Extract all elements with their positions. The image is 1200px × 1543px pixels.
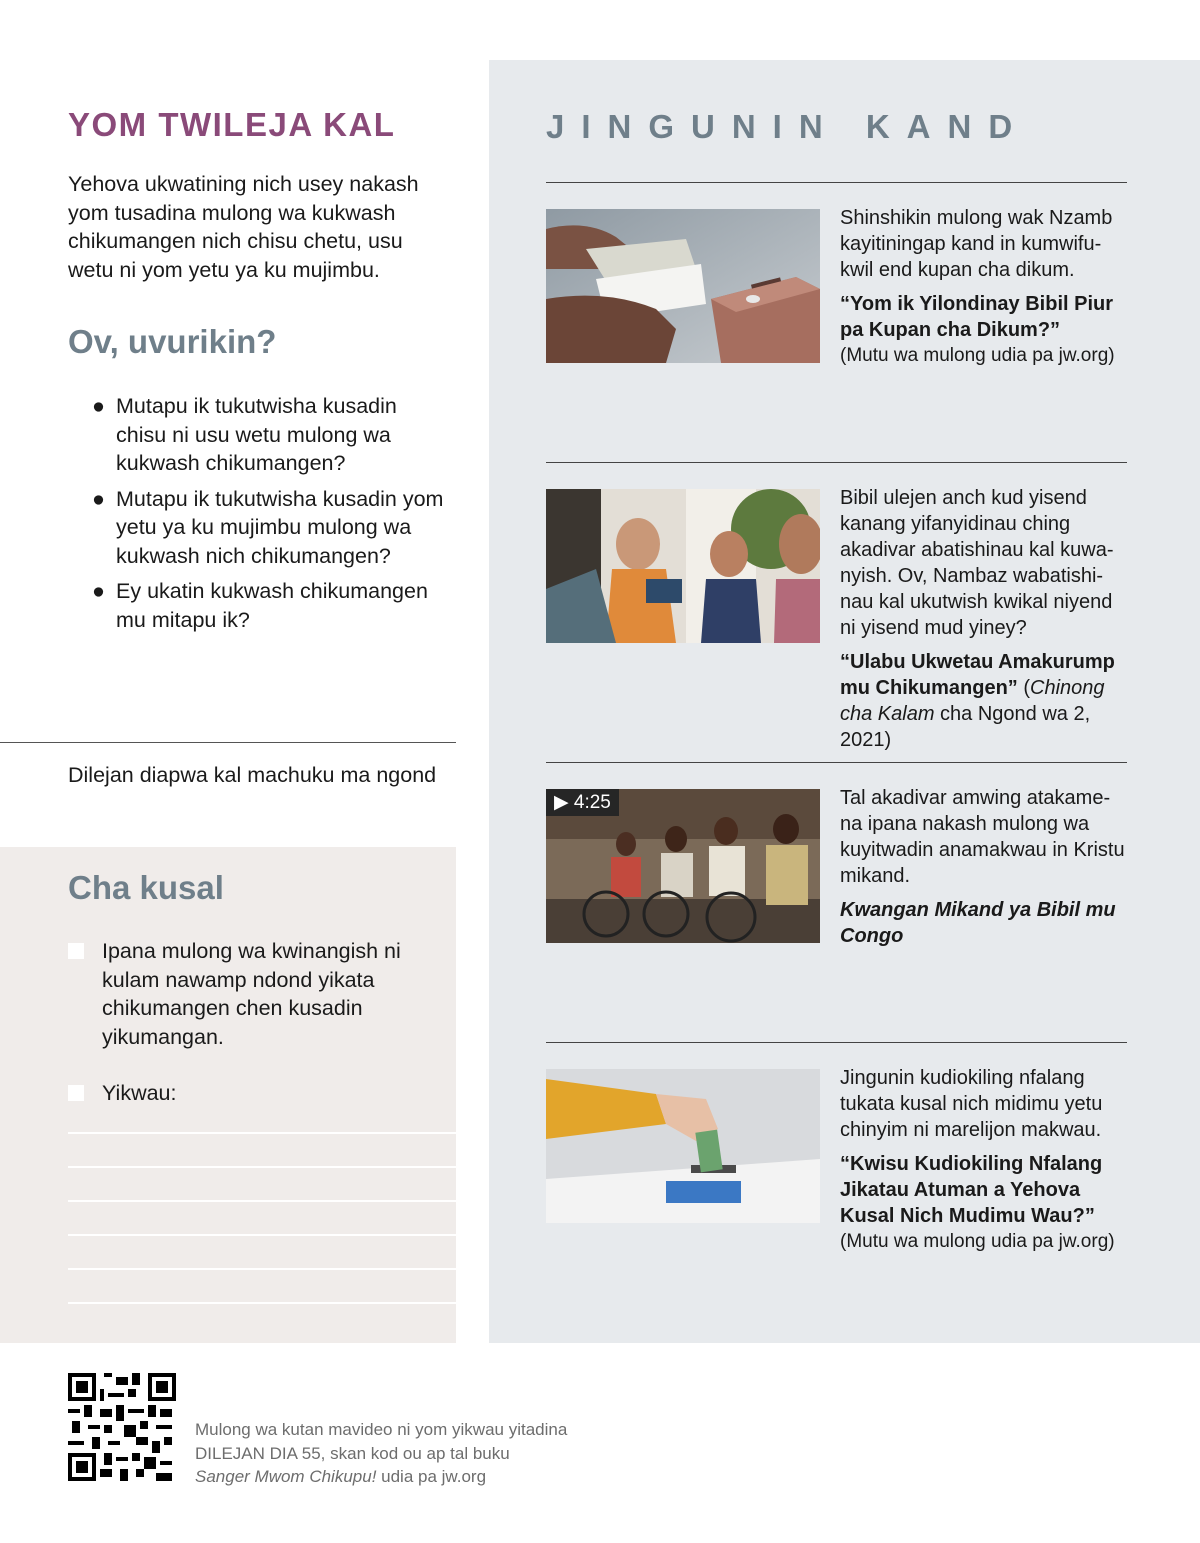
checkbox[interactable] — [68, 1085, 84, 1101]
entry-text — [840, 205, 1130, 369]
divider — [0, 742, 456, 743]
learn-more-title: JINGUNIN KAND — [546, 108, 1030, 145]
list-item: ● Ey ukatin kukwash chikumangen mu mitapu ik? — [92, 579, 428, 632]
write-line[interactable] — [68, 1268, 456, 1270]
write-line[interactable] — [68, 1200, 456, 1202]
entry-reference[interactable]: “Ulabu Ukwetau Amakurump mu Chikumangen” (Chinong cha Kalam cha Ngond wa 2, 2021) — [840, 651, 1115, 751]
entry-text — [840, 1065, 1130, 1255]
entry-reference[interactable]: “Kwisu Kudiokiling Nfalang Jikatau Atuman a Yehova Kusal Nich Mudimu Wau?” — [840, 1153, 1103, 1227]
write-line[interactable] — [68, 1166, 456, 1168]
bible-study-image[interactable] — [546, 489, 820, 643]
task-item[interactable]: Yikwau: — [68, 1079, 438, 1108]
entry-description: Jingunin kudiokiling nfalang tukata kusal nich midimu yetu chinyim ni marelijon makwau. — [840, 1067, 1103, 1141]
entry-source: (Mutu wa mulong udia pa jw.org) — [840, 345, 1115, 366]
publication-title: Chinong cha Kalam — [840, 677, 1105, 725]
qr-code-icon[interactable] — [68, 1373, 176, 1481]
entry-text — [840, 485, 1130, 753]
bullet-icon: ● — [92, 486, 105, 511]
divider — [546, 1042, 1127, 1043]
write-line[interactable] — [68, 1132, 456, 1134]
list-item: ● Mutapu ik tukutwisha kusadin yom yetu ya ku mujimbu mulong wa kukwash nich chikumangen? — [92, 486, 444, 568]
list-item: ● Mutapu ik tukutwisha kusadin chisu ni usu wetu mulong wa kukwash chikumangen? — [92, 394, 397, 475]
entry-description: Shinshikin mulong wak Nzamb kayitiningap kand in kumwifu-kwil end kupan cha dikum. — [840, 207, 1113, 281]
entry-reference[interactable]: Kwangan Mikand ya Bibil mu Congo — [840, 899, 1116, 947]
publication-title[interactable]: Sanger Mwom Chikupu! — [195, 1467, 377, 1486]
review-body: Yehova ukwatining nich usey nakash yom tusadina mulong wa kukwash chikumangen nich chisu chetu, usu wetu ni yom yetu ya ku mujimbu. — [68, 172, 419, 282]
bullet-icon: ● — [92, 394, 105, 418]
entry-text — [840, 785, 1130, 949]
checkbox[interactable] — [68, 943, 84, 959]
entry-source: (Mutu wa mulong udia pa jw.org) — [840, 1231, 1115, 1252]
date-note: Dilejan diapwa kal machuku ma ngond — [68, 763, 437, 787]
divider — [546, 462, 1127, 463]
entry-description: Bibil ulejen anch kud yisend kanang yifanyidinau ching akadivar abatishinau kal kuwa-nyish. Ov, Nambaz wabatishi-nau kal ukutwish kwikal niyend ni yisend mud yiney? — [840, 487, 1114, 639]
video-duration-badge: ▶ 4:25 — [546, 789, 619, 816]
money-envelope-image[interactable] — [546, 209, 820, 363]
divider — [546, 182, 1127, 183]
divider — [546, 762, 1127, 763]
footer-note: Mulong wa kutan mavideo ni yom yikwau yitadina DILEJAN DIA 55, skan kod ou ap tal buku Sanger Mwom Chikupu! udia pa jw.org — [195, 1420, 568, 1486]
video-thumbnail[interactable] — [546, 789, 820, 943]
questions-list — [92, 392, 452, 641]
task-item[interactable]: Ipana mulong wa kwinangish ni kulam nawamp ndond yikata chikumangen chen kusadin yikumangan. — [68, 937, 438, 1051]
questions-title: Ov, uvurikin? — [68, 323, 277, 360]
write-line[interactable] — [68, 1302, 456, 1304]
review-title: YOM TWILEJA KAL — [68, 106, 396, 143]
task-title: Cha kusal — [68, 869, 224, 906]
donation-slot-image[interactable] — [546, 1069, 820, 1223]
entry-description: Tal akadivar amwing atakame-na ipana nakash mulong wa kuyitwadin anamakwau in Kristu mikand. — [840, 787, 1125, 887]
entry-reference[interactable]: “Yom ik Yilondinay Bibil Piur pa Kupan cha Dikum?” — [840, 293, 1114, 341]
bullet-icon: ● — [92, 579, 105, 603]
write-line[interactable] — [68, 1234, 456, 1236]
